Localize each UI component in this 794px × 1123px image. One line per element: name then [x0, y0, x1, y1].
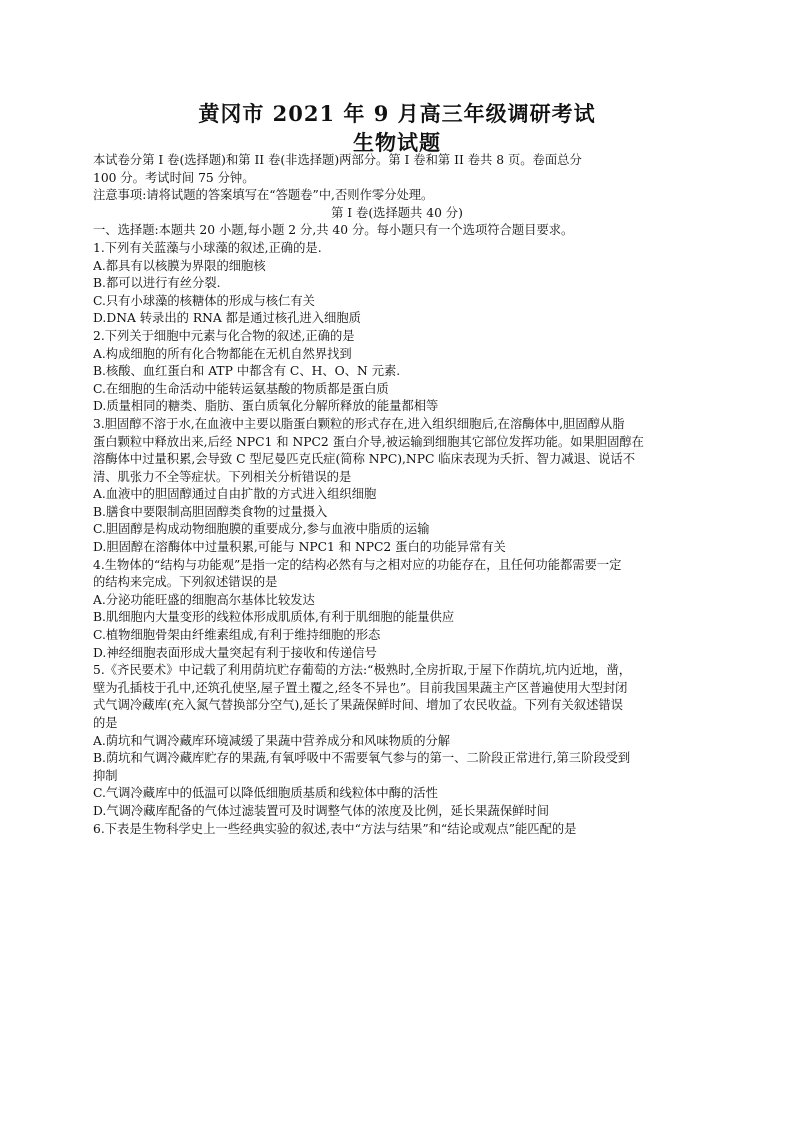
- exam-body: [93, 152, 701, 838]
- answer-option: A.构成细胞的所有化合物都能在无机自然界找到: [93, 346, 352, 361]
- question-stem-line: 1.下列有关蓝藻与小球藻的叙述,正确的是.: [93, 240, 322, 255]
- answer-option: D.DNA 转录出的 RNA 都是通过核孔进入细胞质: [93, 311, 361, 326]
- question-stem-line: 清、肌张力不全等症状。下列相关分析错误的是: [93, 469, 352, 484]
- intro-line-1: 本试卷分第 I 卷(选择题)和第 II 卷(非选择题)两部分。第 I 卷和第 II 卷共 8 页。卷面总分: [93, 153, 582, 167]
- answer-option: D.气调冷藏库配备的气体过滤装置可及时调整气体的浓度及比例，延长果蔬保鲜时间: [93, 803, 550, 818]
- question-stem-line: 式气调冷藏库(充入氮气替换部分空气),延长了果蔬保鲜时间、增加了农民收益。下列有关叙述错误: [93, 698, 623, 713]
- answer-option: A.血液中的胆固醇通过自由扩散的方式进入组织细胞: [93, 487, 377, 502]
- question-stem-line: 的是: [93, 716, 118, 730]
- question-list: [93, 240, 701, 838]
- question-stem-line: 3.胆固醇不溶于水,在血液中主要以脂蛋白颗粒的形式存在,进入组织细胞后,在溶酶体中,胆固醇从脂: [93, 416, 625, 431]
- question-stem-line: 2.下列关于细胞中元素与化合物的叙述,正确的是: [93, 328, 355, 343]
- notice-line: 注意事项:请将试题的答案填写在“答题卷”中,否则作零分处理。: [93, 188, 434, 203]
- answer-option: C.只有小球藻的核糖体的形成与核仁有关: [93, 293, 315, 308]
- answer-option: D.胆固醇在溶酶体中过量积累,可能与 NPC1 和 NPC2 蛋白的功能异常有关: [93, 540, 506, 555]
- answer-option: D.质量相同的糖类、脂肪、蛋白质氧化分解所释放的能量都相等: [93, 399, 439, 414]
- answer-option: C.气调冷藏库中的低温可以降低细胞质基质和线粒体中酶的活性: [93, 786, 438, 801]
- question-stem-line: 4.生物体的“结构与功能观”是指一定的结构必然有与之相对应的功能存在，且任何功能都需要一定: [93, 557, 622, 572]
- answer-option: A.荫坑和气调冷藏库环境减缓了果蔬中营养成分和风味物质的分解: [93, 733, 451, 748]
- question-stem-line: 壁为孔插枝于孔中,还筑孔使坚,屋子置土覆之,经冬不异也”。目前我国果蔬主产区普遍使用大型封闭: [93, 680, 628, 695]
- question-stem-line: 5.《齐民要术》中记载了利用荫坑贮存葡萄的方法:“极熟时,全房折取,于屋下作荫坑,坑内近地，凿，: [93, 663, 632, 678]
- answer-option: A.分泌功能旺盛的细胞高尔基体比较发达: [93, 592, 315, 607]
- answer-option: A.都具有以核膜为界限的细胞核: [93, 258, 266, 273]
- part-instructions: 一、选择题:本题共 20 小题,每小题 2 分,共 40 分。每小题只有一个选项符合题目要求。: [93, 223, 574, 238]
- answer-option: C.胆固醇是构成动物细胞膜的重要成分,参与血液中脂质的运输: [93, 522, 430, 537]
- answer-option: B.膳食中要限制高胆固醇类食物的过量摄入: [93, 504, 328, 519]
- question-4: [93, 557, 701, 663]
- exam-title: 黄冈市 2021 年 9 月高三年级调研考试: [198, 101, 596, 126]
- question-stem-line: 蛋白颗粒中释放出来,后经 NPC1 和 NPC2 蛋白介导,被运输到细胞其它部位发挥功能。如果胆固醇在: [93, 434, 644, 449]
- answer-option: D.神经细胞表面形成大量突起有利于接收和传递信号: [93, 645, 377, 660]
- answer-option: B.核酸、血红蛋白和 ATP 中都含有 C、H、O、N 元素.: [93, 364, 401, 379]
- question-stem-line: 6.下表是生物科学史上一些经典实验的叙述,表中“方法与结果”和“结论或观点”能匹配的是: [93, 821, 577, 836]
- exam-subtitle: 生物试题: [353, 130, 441, 155]
- question-2: [93, 328, 701, 416]
- answer-option: C.在细胞的生命活动中能转运氨基酸的物质都是蛋白质: [93, 381, 389, 396]
- intro-line-2: 100 分。考试时间 75 分钟。: [93, 170, 255, 185]
- question-5: [93, 662, 701, 820]
- section-heading: 第 I 卷(选择题共 40 分): [331, 205, 463, 220]
- answer-option: B.都可以进行有丝分裂.: [93, 276, 221, 291]
- question-6: [93, 821, 701, 839]
- question-stem-line: 的结构来完成。下列叙述错误的是: [93, 575, 278, 590]
- question-1: [93, 240, 701, 328]
- answer-option: B.荫坑和气调冷藏库贮存的果蔬,有氧呼吸中不需要氧气参与的第一、二阶段正常进行,第三阶段受到 抑制: [93, 751, 631, 783]
- question-3: [93, 416, 701, 557]
- answer-option: B.肌细胞内大量变形的线粒体形成肌质体,有利于肌细胞的能量供应: [93, 610, 455, 625]
- answer-option: C.植物细胞骨架由纤维素组成,有利于维持细胞的形态: [93, 628, 381, 643]
- question-stem-line: 溶酶体中过量积累,会导致 C 型尼曼匹克氏症(简称 NPC),NPC 临床表现为夭折、智力减退、说话不: [93, 452, 636, 467]
